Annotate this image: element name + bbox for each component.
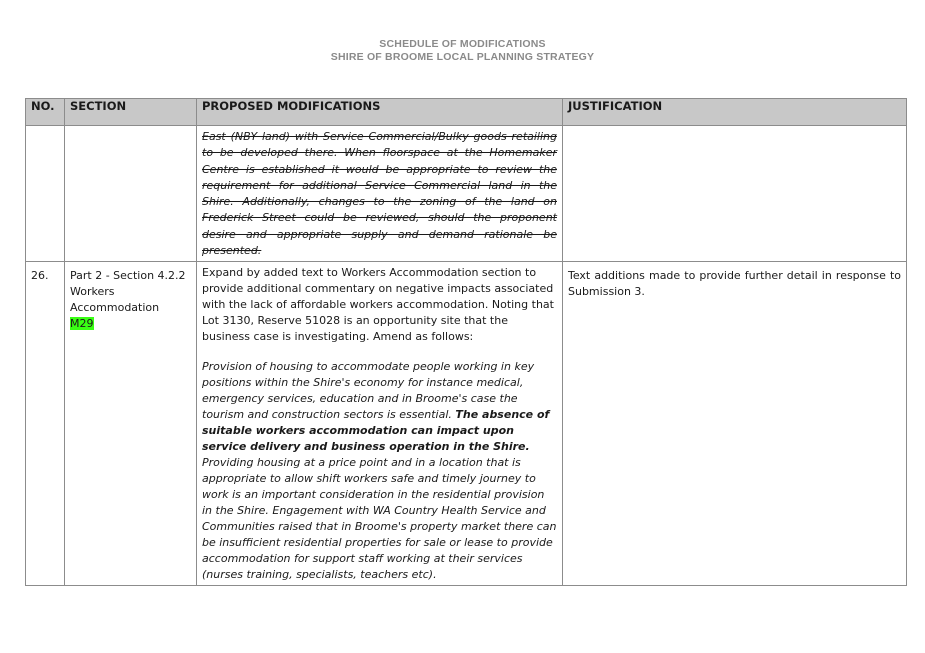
cell-proposed-modification (197, 262, 563, 586)
modification-quote (202, 359, 557, 583)
cell-section (65, 262, 197, 586)
column-header-no: NO. (26, 99, 65, 126)
cell-struck-modification (197, 126, 563, 262)
header-title: SCHEDULE OF MODIFICATIONS (379, 38, 546, 50)
cell-row-number: 26. (26, 262, 65, 586)
section-line-2: Workers (70, 285, 115, 299)
quote-part-2: Providing housing at a price point and in a location that is appropriate to allow shift workers safe and timely journey to work is an important consideration in the residential provision in the Shire. Engagement with WA Country Health Service and Communities raised that in Broome's property market there can be insufficient residential properties for sale or lease to provide accommodation for support staff working at their services (nurses training, specialists, teachers etc). (202, 456, 557, 582)
modification-ref-badge: M29 (70, 317, 94, 331)
document-header (0, 38, 925, 64)
justification-text: Text additions made to provide further detail in response to Submission 3. (568, 269, 901, 299)
cell-section-empty (65, 126, 197, 262)
section-line-1: Part 2 - Section 4.2.2 (70, 269, 186, 283)
header-subtitle: SHIRE OF BROOME LOCAL PLANNING STRATEGY (330, 51, 595, 63)
table-row-continued (26, 126, 907, 262)
table-header-row (26, 99, 907, 126)
column-header-justification: JUSTIFICATION (563, 99, 907, 126)
column-header-proposed-modifications: PROPOSED MODIFICATIONS (197, 99, 563, 126)
table-row-26 (26, 262, 907, 586)
column-header-section: SECTION (65, 99, 197, 126)
quote-part-1: Provision of housing to accommodate people working in key positions within the Shire's economy for instance medical, emergency services, education and in Broome's case the tourism and construction sectors is essential. (202, 360, 535, 422)
modification-intro: Expand by added text to Workers Accommodation section to provide additional commentary on negative impacts associated with the lack of affordable workers accommodation. Noting that Lot 3130, Reserve 51028 is an opportunity site that the business case is investigating. Amend as follows: (202, 266, 554, 344)
cell-no-empty (26, 126, 65, 262)
cell-justification (563, 262, 907, 586)
quote-bold: The absence of suitable workers accommodation can impact upon service delivery and business operation in the Shire. (202, 408, 550, 454)
section-line-3: Accommodation (70, 301, 160, 315)
struck-text: East (NBY land) with Service Commercial/Bulky goods retailing to be developed there. When floorspace at the Homemaker Centre is established it would be appropriate to review the requirement for additional Service Commercial land in the Shire. Additionally, changes to the zoning of the land on Frederick Street could be reviewed, should the proponent desire and appropriate supply and demand rationale be presented. (202, 130, 557, 258)
modifications-table (25, 98, 907, 586)
cell-justification-empty (563, 126, 907, 262)
